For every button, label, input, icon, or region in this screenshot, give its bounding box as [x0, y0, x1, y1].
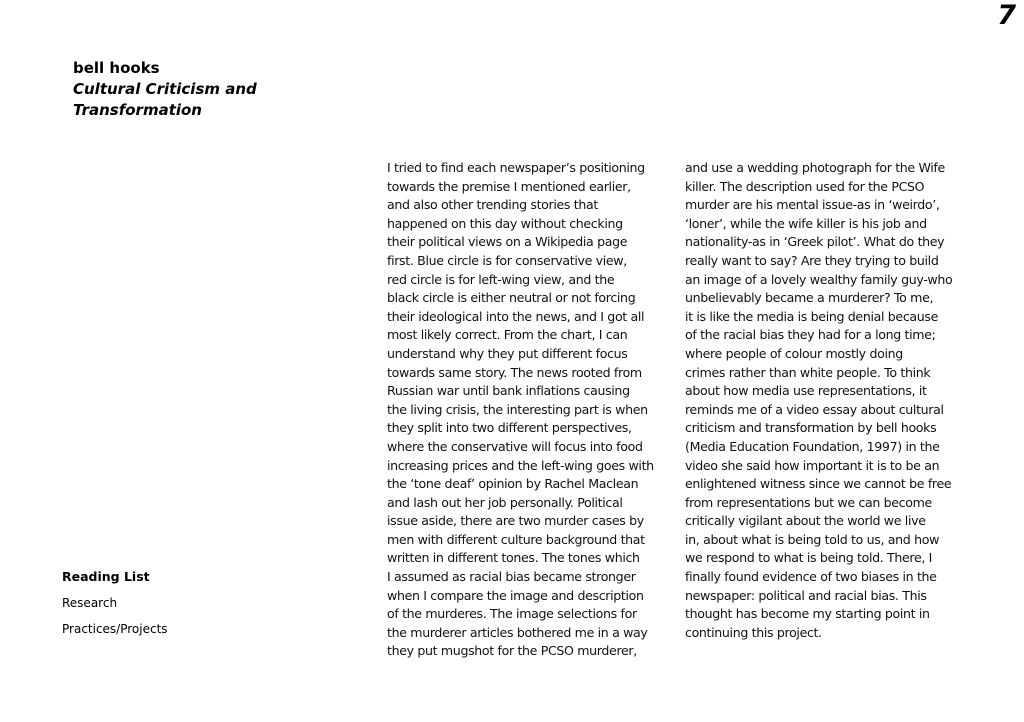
text-line: when I compare the image and description	[387, 587, 644, 603]
text-line: their ideological into the news, and I got all	[387, 308, 645, 324]
text-line: increasing prices and the left-wing goes with	[387, 457, 654, 473]
text-line: ‘loner’, while the wife killer is his job and	[685, 215, 927, 231]
text-line: reminds me of a video essay about cultural	[685, 401, 944, 417]
text-line: video she said how important it is to be an	[685, 457, 940, 473]
text-line: of the racial bias they had for a long time;	[685, 327, 936, 343]
text-line: where people of colour mostly doing	[685, 345, 903, 361]
text-line: in, about what is being told to us, and how	[685, 531, 940, 547]
text-line: men with different culture background that	[387, 531, 645, 547]
text-line: criticism and transformation by bell hooks	[685, 420, 937, 436]
text-line: newspaper: political and racial bias. This	[685, 587, 927, 603]
text-line: Russian war until bank inflations causing	[387, 383, 630, 399]
text-line: and also other trending stories that	[387, 197, 598, 213]
body-text-left-column	[387, 159, 672, 661]
text-line: they put mugshot for the PCSO murderer,	[387, 643, 637, 659]
text-line: understand why they put different focus	[387, 345, 628, 361]
text-line: it is like the media is being denial because	[685, 308, 938, 324]
text-line: they split into two different perspectives,	[387, 420, 632, 436]
text-line: critically vigilant about the world we live	[685, 513, 926, 529]
text-line: the ‘tone deaf’ opinion by Rachel Maclean	[387, 476, 639, 492]
text-line: red circle is for left-wing view, and the	[387, 271, 615, 287]
body-text-right-column	[685, 159, 970, 642]
text-line: the living crisis, the interesting part is when	[387, 401, 648, 417]
text-line: and lash out her job personally. Political	[387, 494, 623, 510]
text-line: first. Blue circle is for conservative view,	[387, 252, 627, 268]
text-line: where the conservative will focus into food	[387, 438, 643, 454]
text-line: thought has become my starting point in	[685, 606, 930, 622]
text-line: happened on this day without checking	[387, 215, 623, 231]
text-line: their political views on a Wikipedia page	[387, 234, 628, 250]
text-line: issue aside, there are two murder cases by	[387, 513, 644, 529]
text-line: towards the premise I mentioned earlier,	[387, 178, 631, 194]
text-line: crimes rather than white people. To think	[685, 364, 931, 380]
text-line: black circle is either neutral or not forcing	[387, 290, 636, 306]
text-line: the murderer articles bothered me in a way	[387, 624, 648, 640]
text-line: I tried to find each newspaper’s positioning	[387, 160, 645, 175]
text-line: really want to say? Are they trying to build	[685, 252, 939, 268]
nav-link-practices-projects[interactable]: Practices/Projects	[62, 622, 168, 636]
text-line: of the murderes. The image selections for	[387, 606, 637, 622]
text-line: most likely correct. From the chart, I can	[387, 327, 628, 343]
title-block	[73, 58, 273, 121]
text-line: continuing this project.	[685, 624, 822, 640]
text-line: nationality-as in ‘Greek pilot’. What do they	[685, 234, 945, 250]
author-name: bell hooks	[73, 59, 160, 77]
text-line: (Media Education Foundation, 1997) in the	[685, 438, 940, 454]
text-line: written in different tones. The tones which	[387, 550, 640, 566]
text-line: murder are his mental issue-as in ‘weirdo’,	[685, 197, 940, 213]
text-line: from representations but we can become	[685, 494, 932, 510]
text-line: towards same story. The news rooted from	[387, 364, 642, 380]
text-line: killer. The description used for the PCSO	[685, 178, 925, 194]
text-line: an image of a lovely wealthy family guy-who	[685, 271, 953, 287]
nav-link-research[interactable]: Research	[62, 596, 118, 610]
text-line: finally found evidence of two biases in the	[685, 569, 937, 585]
page-number: 7	[997, 0, 1016, 31]
reading-list-nav	[62, 568, 168, 646]
text-line: unbelievably became a murderer? To me,	[685, 290, 934, 306]
text-line: and use a wedding photograph for the Wife	[685, 160, 945, 175]
text-line: I assumed as racial bias became stronger	[387, 569, 636, 585]
work-title: Cultural Criticism and Transformation	[73, 80, 257, 119]
text-line: about how media use representations, it	[685, 383, 927, 399]
reading-list-heading[interactable]: Reading List	[62, 569, 150, 584]
text-line: enlightened witness since we cannot be free	[685, 476, 952, 492]
text-line: we respond to what is being told. There, I	[685, 550, 933, 566]
